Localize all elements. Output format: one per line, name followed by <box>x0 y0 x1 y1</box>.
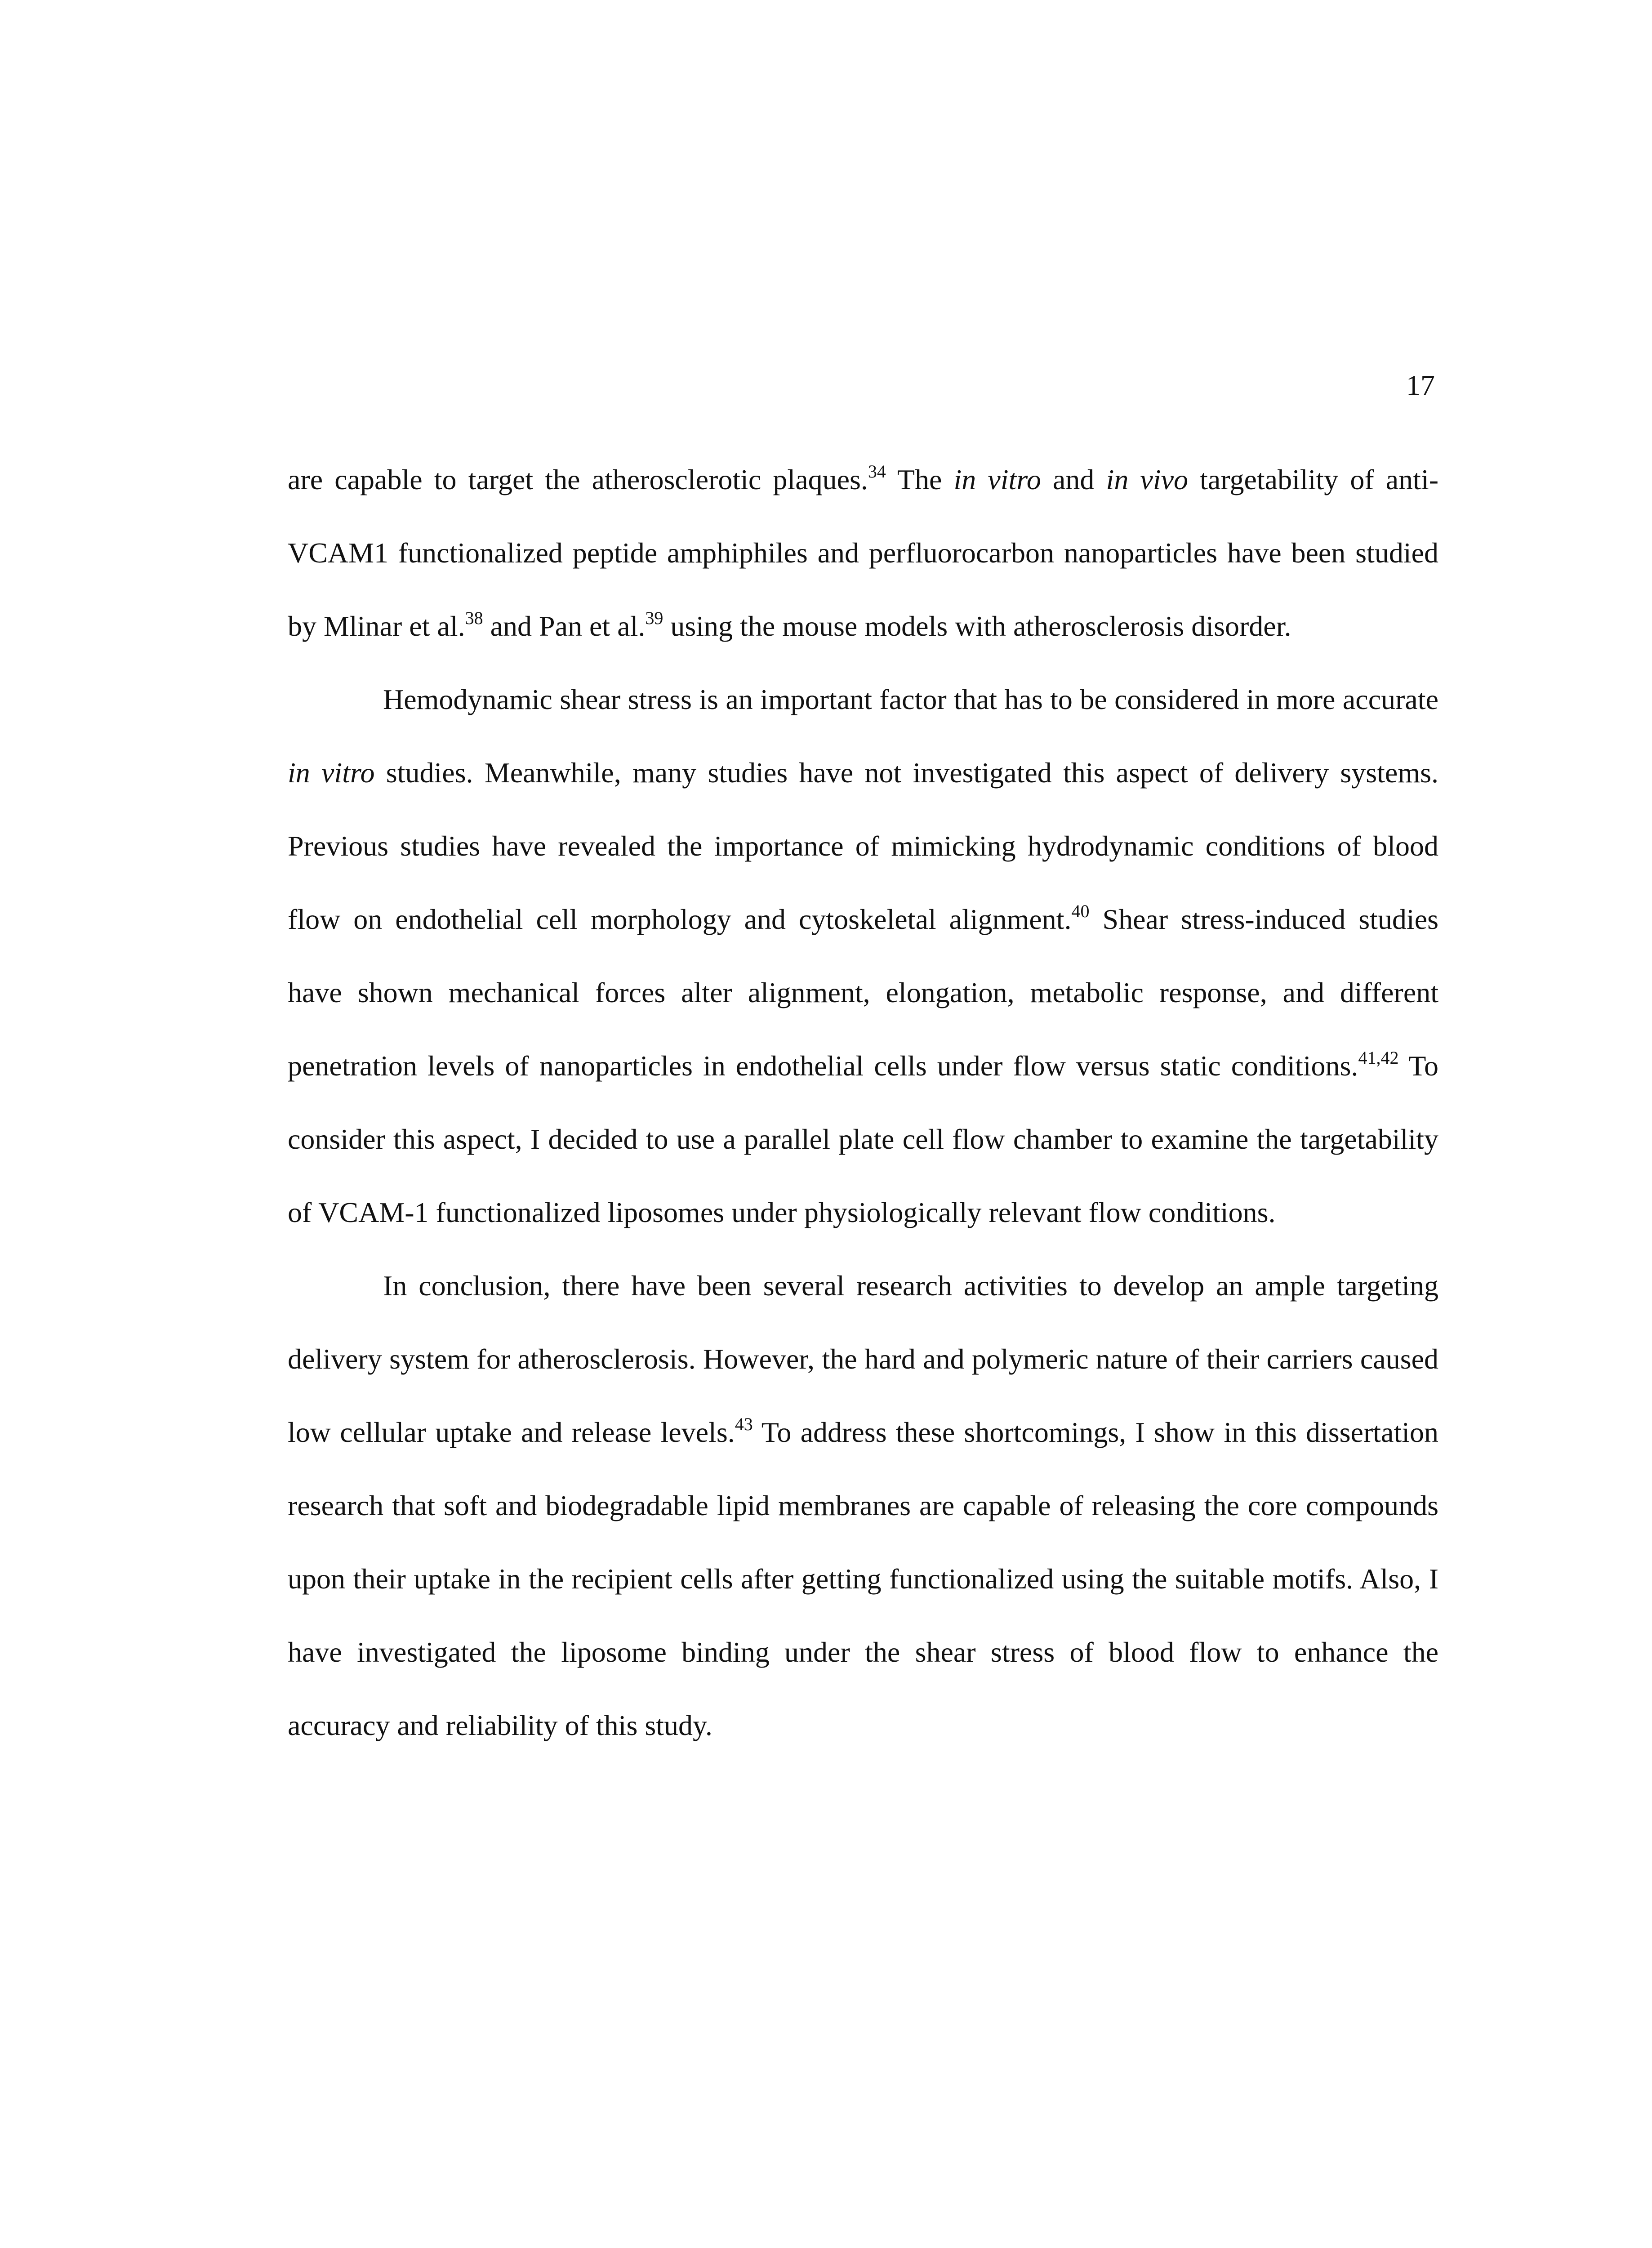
text-run: and Pan et al. <box>483 610 646 642</box>
text-run: In conclusion, there have been several research activities to develop an ample targeting delivery system for atherosclerosis. However, the hard and polymeric nature of their carriers caused low cellular uptake and release levels. <box>288 1270 1438 1448</box>
text-run: The <box>886 464 954 495</box>
text-run: studies. Meanwhile, many studies have not investigated this aspect of delivery systems. Previous studies have revealed the importance of mimicking hydrodynamic conditions of blood flow on endothelial cell morphology and cytoskeletal alignment. <box>288 757 1439 935</box>
citation-superscript: 41,42 <box>1358 1048 1399 1068</box>
page-number: 17 <box>1406 369 1435 401</box>
paragraph-2 <box>288 663 1438 1249</box>
text-run: Hemodynamic shear stress is an important factor that has to be considered in more accurate <box>383 683 1438 715</box>
text-run: Shear stress-induced studies have shown mechanical forces alter alignment, elongation, metabolic response, and different penetration levels of nanoparticles in endothelial cells under flow versus static conditions. <box>288 903 1439 1082</box>
text-run: targetability of anti-VCAM1 functionalized peptide amphiphiles and perfluorocarbon nanoparticles have been studied by Mlinar et al. <box>288 464 1439 642</box>
italic-term: in vitro <box>953 464 1041 495</box>
paragraph-1 <box>288 443 1438 663</box>
italic-term: in vivo <box>1106 464 1189 495</box>
text-run: To address these shortcomings, I show in this dissertation research that soft and biodegradable lipid membranes are capable of releasing the core compounds upon their uptake in the recipient cells after getting functionalized using the suitable motifs. Also, I have investigated the liposome binding under the shear stress of blood flow to enhance the accuracy and reliability of this study. <box>288 1416 1439 1741</box>
citation-superscript: 40 <box>1071 901 1090 921</box>
citation-superscript: 34 <box>868 461 886 482</box>
text-run: are capable to target the atherosclerotic plaques. <box>288 464 868 495</box>
italic-term: in vitro <box>288 757 375 789</box>
text-run: using the mouse models with atherosclerosis disorder. <box>663 610 1291 642</box>
citation-superscript: 38 <box>465 608 483 628</box>
paragraph-3 <box>288 1249 1438 1762</box>
citation-superscript: 39 <box>645 608 663 628</box>
citation-superscript: 43 <box>735 1414 753 1434</box>
body-text <box>288 443 1438 1762</box>
text-run: To consider this aspect, I decided to use a parallel plate cell flow chamber to examine the targetability of VCAM-1 functionalized liposomes under physiologically relevant flow conditions. <box>288 1050 1439 1228</box>
text-run: and <box>1041 464 1106 495</box>
